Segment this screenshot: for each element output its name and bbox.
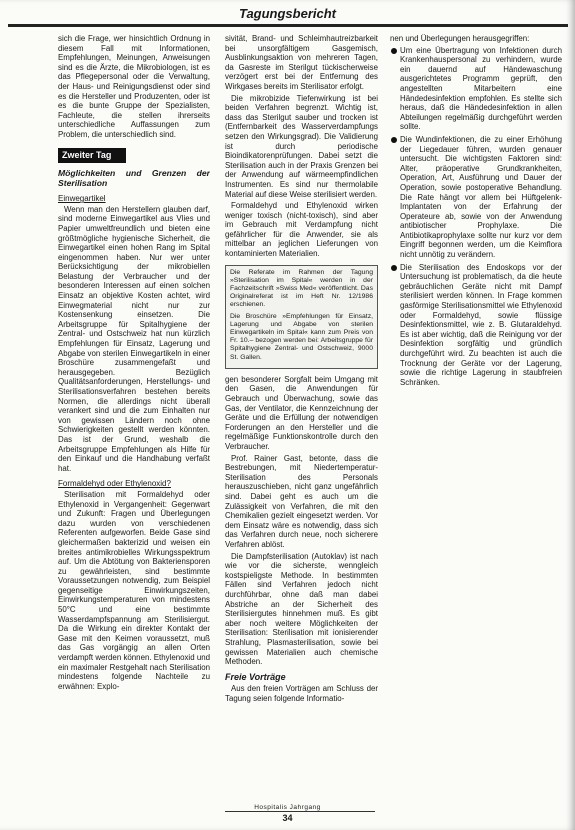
footer-journal-name: Hospitalis Jahrgang xyxy=(254,804,321,811)
col2-paragraph-6: Die Dampfsterilisation (Autoklav) ist nach wie vor die sicherste, wenngleich kostspieligste Methode. In bestimmten Fällen sind Verfahren jedoch nicht durchführbar, ohne daß man dabei Abstriche an der Sicherheit des Sterilisiergutes hinnehmen muß. Es gibt aber noch weitere Möglichkeiten der Sterilisation: Sterilisation mit ionisierender Strahlung, Plasmasterilisation, sowie bei gewissen Materialien auch chemische Methoden. xyxy=(225,551,378,667)
info-box xyxy=(225,265,378,369)
info-box-text-1: Die Referate im Rahmen der Tagung »Sterilisation im Spital« werden in der Fachzeitschrift »Swiss Med« veröffentlicht. Das Originalreferat ist im Heft Nr. 12/1986 erschienen. xyxy=(230,268,373,309)
col1-paragraph-2: Sterilisation mit Formaldehyd oder Ethylenoxid in Vergangenheit: Gegenwart und Zukunft: Fragen und Überlegungen dazu wurden von verschiedenen Referenten aufgeworfen. Beide Gase sind gleichermaßen bakterizid und weisen ein breites antimikrobielles Wirkungsspektrum auf. Um die Abtötung von Bakteriensporen zu gewährleisten, sind bestimmte Voraussetzungen notwendig, zum Beispiel gegenseitige Einwirkungszeiten, Einwirkungstemperaturen von mindestens 50°C und eine bestimmte Wasserdampfspannung am Sterilisiergut. Da die Wirkung ein direkter Kontakt der Gase mit den Keimen voraussetzt, muß das Gas vorgängig an allen Orten verdampft werden können. Ethylenoxid und ein maximaler Restgehalt nach Sterilisation mindestens folgende Nachteile zu erwähnen: Explo- xyxy=(58,489,210,691)
footer-rule xyxy=(225,811,375,812)
subheading-einwegartikel: Einwegartikel xyxy=(58,194,106,204)
subheading-formaldehyd: Formaldehyd oder Ethylenoxid? xyxy=(58,479,171,489)
info-box-text-2: Die Broschüre »Empfehlungen für Einsatz, Lagerung und Abgabe von sterilen Einwegartikeln im Spital« kann zum Preis von Fr. 10.– bezogen werden bei: Arbeitsgruppe für Spitalhygiene Zentral- und Ostschweiz, 9000 St. Gallen. xyxy=(230,312,373,361)
column-3 xyxy=(390,34,562,769)
col1-paragraph-1: Wenn man den Herstellern glauben darf, sind moderne Einwegartikel aus Vlies und Papier umweltfreundlich und bieten eine größtmögliche hygienische Sicherheit, die Einwegartikel einen hohen Rang im Spital eingenommen haben. Nur wer unter Berücksichtigung der mikrobiellen Belastung der Verbraucher und der besonderen Interessen auf einen solchen Einsatz an objektive Kosten achtet, wird Einwegmaterial nicht nur zur Kostensenkung einsetzen. Die Arbeitsgruppe für Spitalhygiene der Zentral- und Ostschweiz hat nun kürzlich Empfehlungen für Einsatz, Lagerung und Abgabe von sterilen Einwegartikeln in einer Broschüre zusammengefaßt und herausgegeben. Bezüglich Qualitätsanforderungen, Herstellungs- und Sterilisationsverfahren bestehen bereits Normen, die allerdings nicht überall verankert sind und die zum Einhalten nur von gewissen Ländern noch ohne Schwierigkeiten gestellt werden könnten. Das ist der Grund, weshalb die Arbeitsgruppe Empfehlungen als Hilfe für den Einkauf und die Handhabung verfaßt hat. xyxy=(58,204,210,473)
section-heading-zweiter-tag: Zweiter Tag xyxy=(58,148,126,164)
col2-paragraph-3: Formaldehyd und Ethylenoxid wirken weniger toxisch (nicht-toxisch), sind aber im Gebrauch mit Verdampfung nicht gefährlicher für die Anwender, sie als mittelbar an jeglichen Lieferungen von kontaminierten Materialien. xyxy=(225,201,378,259)
subheading-freie-vortraege: Freie Vorträge xyxy=(225,671,286,682)
col2-paragraph-5: Prof. Rainer Gast, betonte, dass die Bestrebungen, mit Niedertemperatur-Sterilisation des Personals herauszuschieben, nicht ganz ungefährlich sind. Dabei geht es auch um die Zulässigkeit von Verfahren, die mit den Chemikalien gezielt eingesetzt werden. Vor dem Einsatz wäre es notwendig, dass sich das Verfahren durch neue, noch sicherere Verfahren ablöst. xyxy=(225,453,378,549)
bullet-item: Die Sterilisation des Endoskops vor der Untersuchung ist problematisch, da die heute gebräuchlichen Geräte nicht mit Dampf sterilisiert werden können. In Frage kommen gasförmige Sterilisationsmittel wie Ethylenoxid oder Formaldehyd, sowie flüssige Desinfektionsmittel, wie z. B. Glutaraldehyd. Es ist aber wichtig, daß die Reinigung vor der Desinfektion sorgfältig und gründlich durchgeführt wird. Zu beachten ist auch die Trocknung der Geräte vor der Lagerung, sowie die richtige Lagerung in staubfreien Schränken. xyxy=(390,263,562,388)
col1-intro-paragraph: sich die Frage, wer hinsichtlich Ordnung in diesem Fall mit Informationen, Empfehlungen, Meinungen, Anweisungen sind es die Ärzte, die Mikrobiologen, ist es das Pflegepersonal oder die Verwaltung, der Haus- und Reinigungsdienst oder sind es die Hersteller und Produzenten, oder ist es die bunte Gruppe der Spezialisten, Fachleute, die stellen ihrerseits unterschiedliche Auffassungen zum Problem, die unterschiedlich sind. xyxy=(58,34,210,139)
col2-paragraph-1: sivität, Brand- und Schleimhautreizbarkeit bei unsorgfältigem Gasgemisch, Ausblinkungsaktion von mehreren Tagen, da Gasreste im Sterilgut tückischerweise verzögert erst bei der Entfernung des Wirkgases bereits im Sterilisator erfolgt. xyxy=(225,34,378,91)
col2-paragraph-7: Aus den freien Vorträgen am Schluss der Tagung seien folgende Informatio- xyxy=(225,684,378,703)
bullet-item: Die Wundinfektionen, die zu einer Erhöhung der Liegedauer führen, wurden genauer untersucht. Die wichtigsten Faktoren sind: Alter, präoperative Grundkrankheiten, Operation, Art, Ausführung und Dauer der Operation, sowie postoperative Behandlung. Die Rate hängt vor allem bei Hüftgelenk-Implantaten von der Erfahrung der Operateure ab, sowie von der Anwendung antibiotischer Prophylaxe. Die Antibiotikaprophylaxe sollte nur kurz vor dem Eingriff begonnen werden, um die Keimflora nicht unnötig zu verändern. xyxy=(390,135,562,260)
column-1 xyxy=(58,34,210,769)
header-rule xyxy=(8,24,568,27)
page-header-title: Tagungsbericht xyxy=(238,6,337,21)
subheading-sterilisation: Möglichkeiten und Grenzen der Sterilisation xyxy=(58,168,210,189)
bullet-item: Um eine Übertragung von Infektionen durch Krankenhauspersonal zu verhindern, wurde ein dauernd auf Händewaschung ausgerichtetes Programm geprüft, den angestellten Mitarbeitern eine Händedesinfektion empfohlen. Es stellte sich heraus, daß die Händedesinfektion in allen Abteilungen regelmäßig durchgeführt werden sollte. xyxy=(390,46,562,132)
col2-paragraph-2: Die mikrobizide Tiefenwirkung ist bei beiden Verfahren begrenzt. Wichtig ist, dass das Sterilgut sauber und trocken ist (Entfernbarkeit des Wasserverdampfungs setzen den Wirkungsgrad). Die Validierung ist durch periodische Bioindikatorenprüfungen. Dabei setzt die Sterilisation auch in der Praxis Grenzen bei der Anwendung auf wärmeempfindlichen Instrumenten. Es sind nur thermolabile Material auf diese Weise sterilisiert werden. xyxy=(225,93,378,199)
bullet-list xyxy=(390,46,562,388)
col3-intro: nen und Überlegungen herausgegriffen: xyxy=(390,34,530,43)
page-number: 34 xyxy=(282,813,293,823)
column-2 xyxy=(225,34,378,769)
col2-paragraph-4: gen besonderer Sorgfalt beim Umgang mit den Gasen, die Anwendungen für Gebrauch und Überwachung, sowie das Gas, der Ventilator, die Kennzeichnung der Geräte und die Erfüllung der notwendigen Forderungen an den Hersteller und die regelmäßige Funktionskontrolle durch den Verbraucher. xyxy=(225,374,378,452)
